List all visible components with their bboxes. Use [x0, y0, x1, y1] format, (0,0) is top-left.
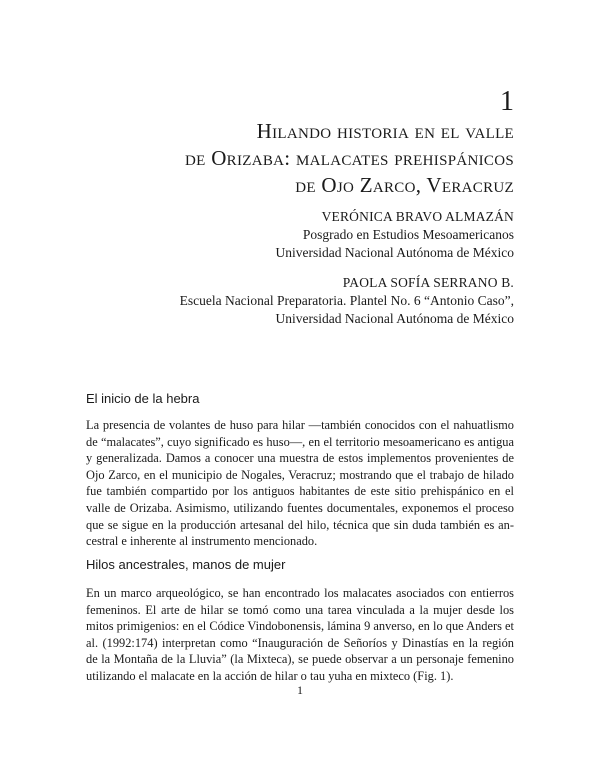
paragraph-line: La presencia de volantes de huso para hilar —también conocidos con el nahuatlismo: [86, 418, 514, 432]
title-line: Hilando historia en el valle: [256, 119, 514, 143]
title-line: de Orizaba: malacates prehispánicos: [185, 146, 514, 170]
paragraph-line: y generalizada. Damos a conocer una muestra de estos implementos provenientes de: [86, 451, 514, 466]
chapter-number: 1: [500, 86, 514, 117]
author-name: VERÓNICA BRAVO ALMAZÁN: [321, 209, 514, 224]
author-affiliation: Universidad Nacional Autónoma de México: [275, 311, 514, 326]
paragraph: [86, 417, 514, 550]
chapter-title: [185, 118, 514, 199]
author-affiliation: Posgrado en Estudios Mesoamericanos: [302, 227, 514, 242]
paragraph-line: de “malacates”, cuyo significado es huso—, en el territorio mesoamericano es antigua: [86, 434, 514, 449]
section-heading: Hilos ancestrales, manos de mujer: [86, 557, 286, 572]
paragraph-line: femeninos. El arte de hilar se tomó como una tarea vinculada a la mujer desde los: [86, 602, 514, 617]
paragraph-line: cestral e inherente al instrumento mencionado.: [86, 534, 318, 549]
title-line: de Ojo Zarco, Veracruz: [295, 173, 514, 197]
section-heading: El inicio de la hebra: [86, 391, 200, 406]
paragraph-line: Ojo Zarco, en el municipio de Nogales, Veracruz; mostrando que el trabajo de hilado: [86, 467, 514, 482]
author-block: [276, 208, 514, 262]
paragraph-line: fue también compartido por los antiguos habitantes de este sitio prehispánico en el: [86, 484, 514, 499]
paragraph: [86, 585, 514, 685]
paragraph-line: valle de Orizaba. Asimismo, utilizando fuentes documentales, exponemos el proceso: [86, 500, 514, 515]
paragraph-line: utilizando el malacate en la acción de hilar o tau yuha en mixteco (Fig. 1).: [86, 668, 454, 683]
author-affiliation: Escuela Nacional Preparatoria. Plantel No. 6 “Antonio Caso”,: [179, 293, 514, 308]
author-name: PAOLA SOFÍA SERRANO B.: [342, 275, 514, 290]
paragraph-line: al. (1992:174) interpretan como “Inauguración de Señoríos y Dinastías en la región: [86, 635, 514, 650]
author-affiliation: Universidad Nacional Autónoma de México: [275, 245, 514, 260]
author-block: [180, 274, 514, 328]
paragraph-line: En un marco arqueológico, se han encontrado los malacates asociados con entierros: [86, 586, 514, 600]
paragraph-line: mitos primigenios: en el Códice Vindobonensis, lámina 9 anverso, en lo que Anders et: [86, 619, 514, 634]
paragraph-line: de la Montaña de la Lluvia” (la Mixteca), se puede observar a un personaje femenino: [86, 652, 514, 667]
paragraph-line: que se sigue en la producción artesanal del hilo, técnica que sin duda también es an-: [86, 517, 514, 532]
page-number: 1: [297, 683, 303, 697]
